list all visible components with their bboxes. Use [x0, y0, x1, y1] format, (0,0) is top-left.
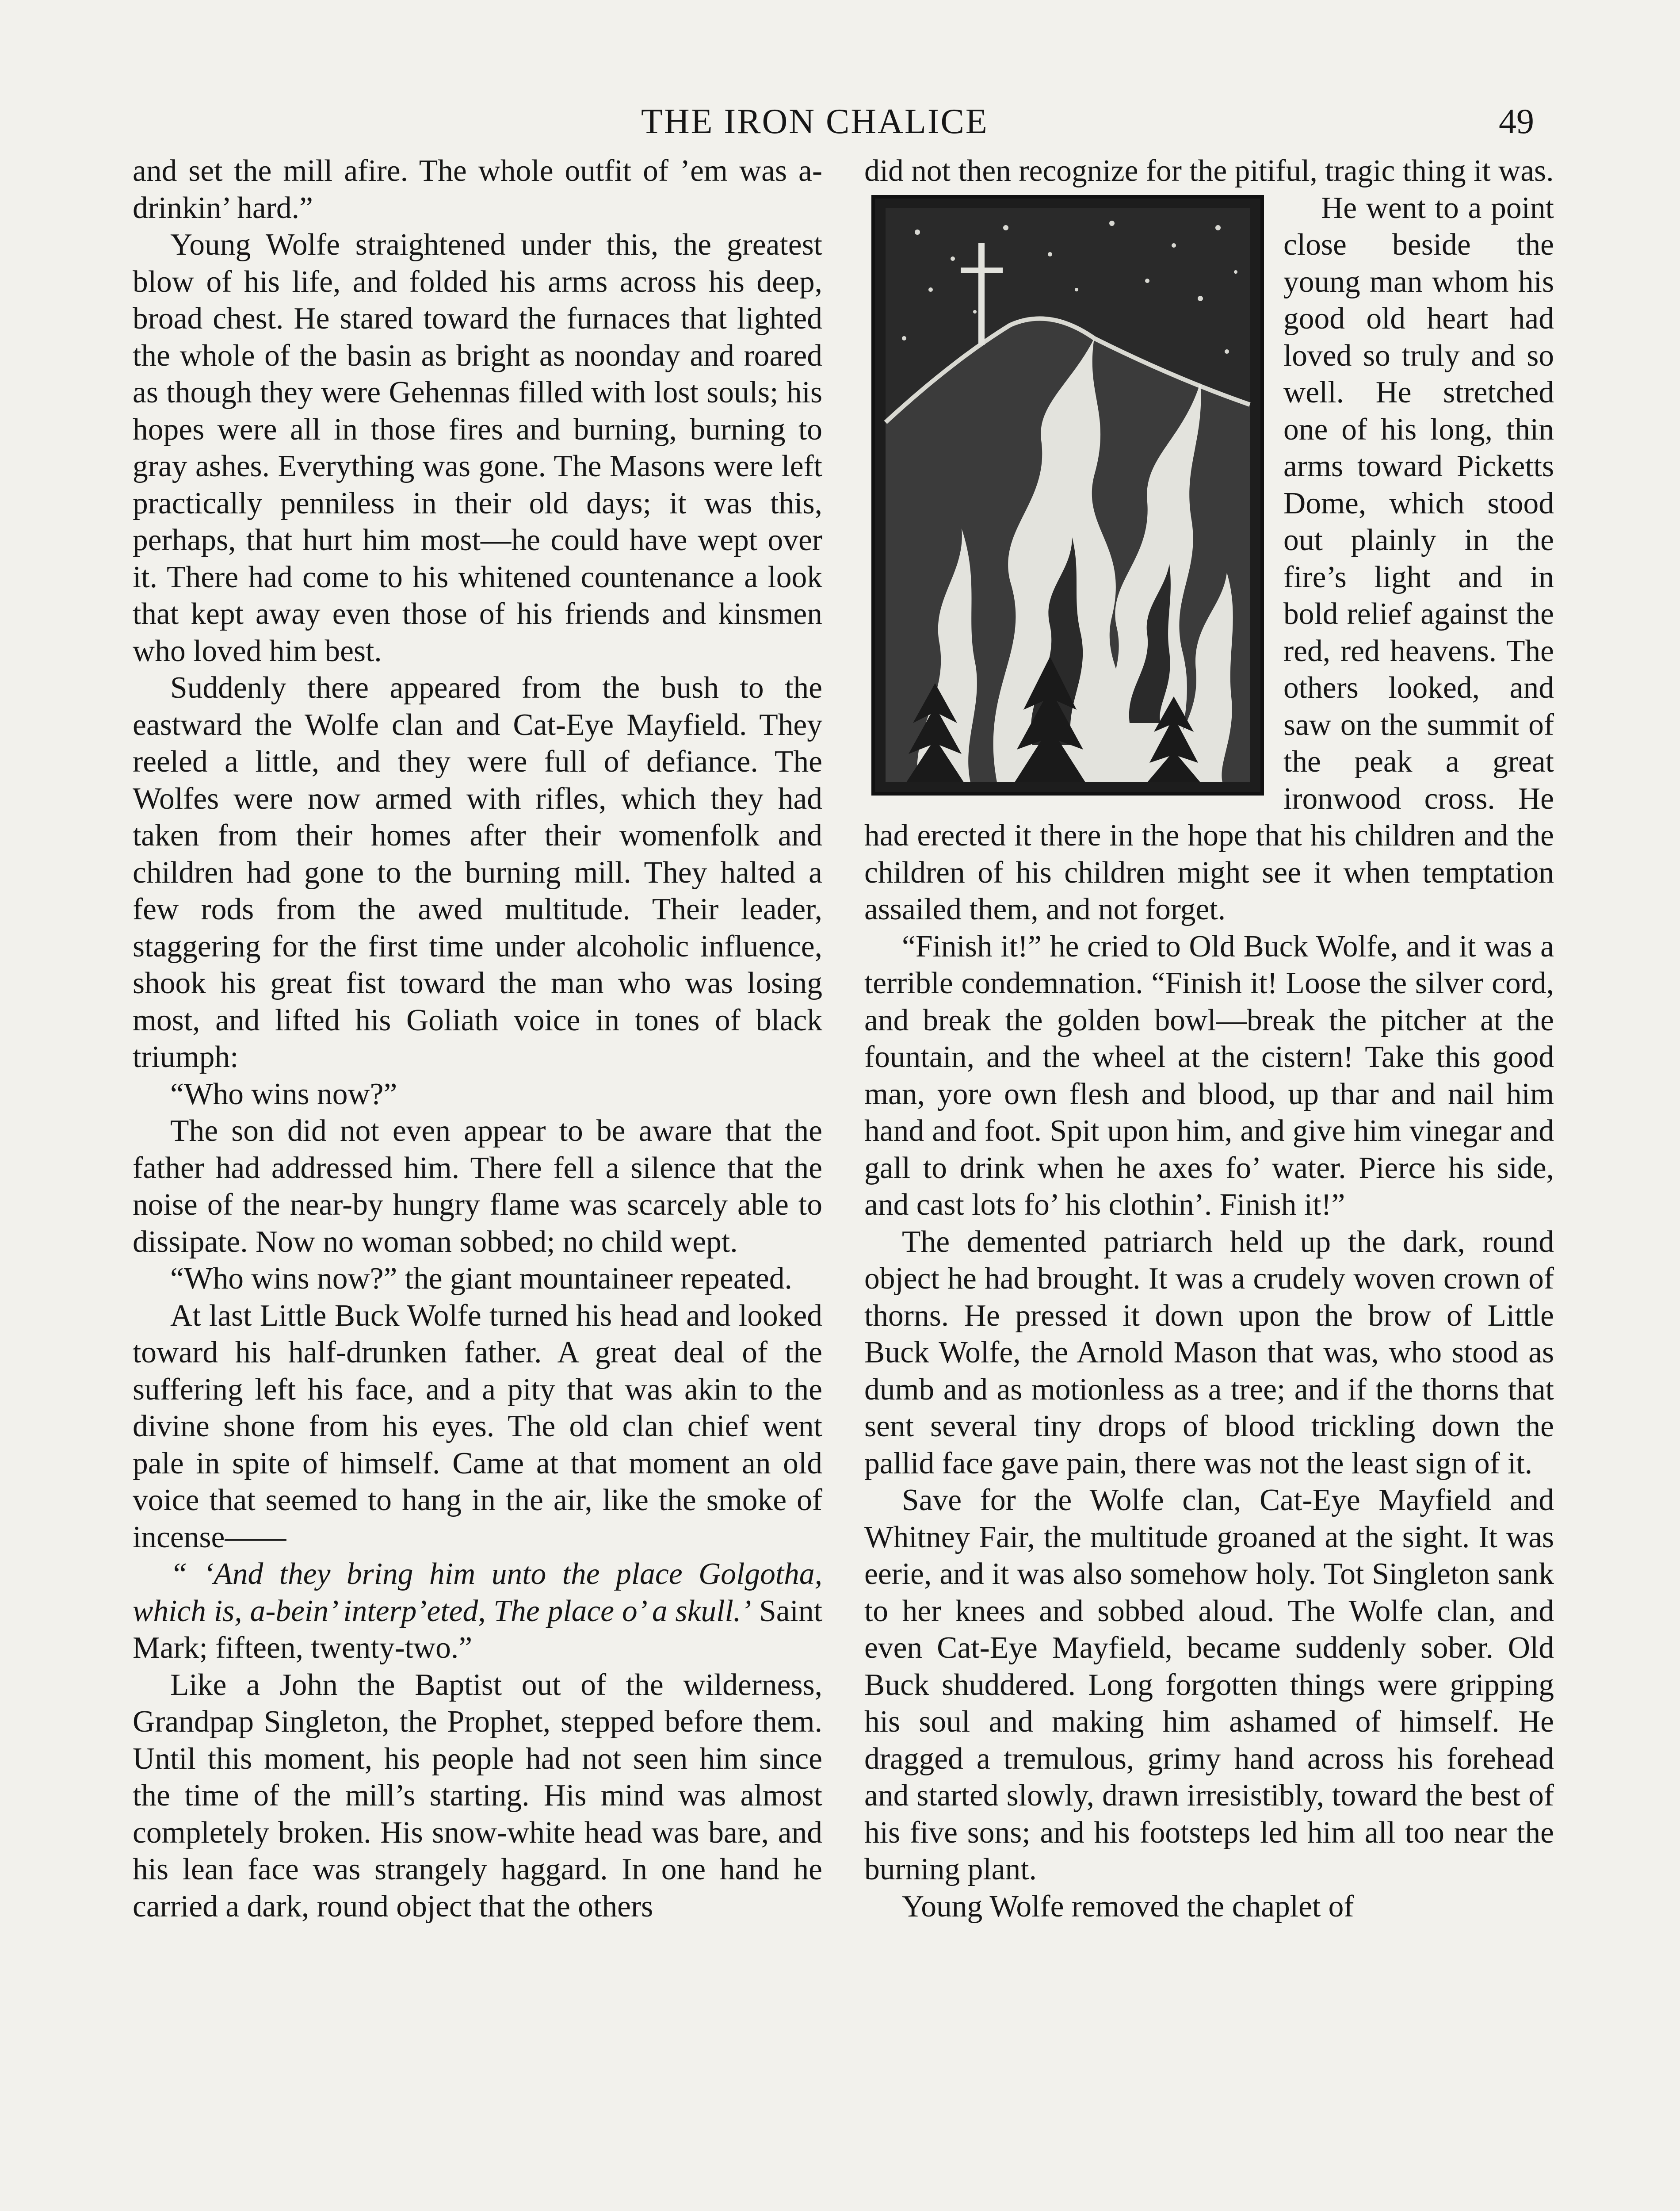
paragraph: Young Wolfe removed the chaplet of: [902, 1889, 1354, 1924]
paragraph: Young Wolfe straightened under this, the greatest blow of his life, and folded his arms across his deep, broad chest. He stared toward the furnaces that lighted the whole of the basin as bright as noonday and roared as though they were Gehennas filled with lost souls; his hopes were all in those fires and burning, burning to gray ashes. Everything was gone. The Masons were left practically penniless in their old days; it was this, perhaps, that hurt him most—he could have wept over it. There had come to his whitened countenance a look that kept away even those of his friends and kinsmen who loved him best.: [133, 228, 822, 668]
quote-citation: Saint Mark; fifteen, twenty-two.”: [133, 1594, 822, 1665]
paragraph-with-illustration: [864, 190, 1554, 928]
woodcut-illustration: [864, 192, 1271, 798]
page-header: [0, 102, 1680, 142]
paragraph: “Finish it!” he cried to Old Buck Wolfe, and it was a terrible condemnation. “Finish it! Loose the silver cord, and break the golden bowl—break the pitcher at the fountain, and the wheel at the cistern! Take this good man, yore own flesh and blood, up thar and nail him hand and foot. Spit upon him, and give him vinegar and gall to drink when he axes fo’ water. Pierce his side, and cast lots fo’ his clothin’. Finish it!”: [864, 929, 1554, 1222]
cross-on-burning-mountain-icon: [864, 192, 1271, 798]
scripture-quote: [133, 1556, 822, 1667]
page-number: 49: [1499, 102, 1534, 141]
quote-italic: “ ‘And they bring him unto the place Golgotha, which is, a-bein’ interp’eted, The place o’ a skull.’: [133, 1557, 822, 1628]
right-column: [864, 153, 1554, 1925]
paragraph: The son did not even appear to be aware that the father had addressed him. There fell a silence that the noise of the near-by hungry flame was scarcely able to dissipate. Now no woman sobbed; no child wept.: [133, 1114, 822, 1259]
paragraph: did not then recognize for the pitiful, tragic thing it was.: [864, 154, 1554, 188]
paragraph: “Who wins now?”: [170, 1077, 397, 1111]
paragraph: “Who wins now?” the giant mountaineer repeated.: [170, 1262, 792, 1296]
paragraph: At last Little Buck Wolfe turned his head and looked toward his half-drunken father. A great deal of the suffering left his face, and a pity that was akin to the divine shone from his eyes. The old clan chief went pale in spite of himself. Came at that moment an old voice that seemed to hang in the air, like the smoke of incense——: [133, 1298, 822, 1554]
left-column: [133, 153, 822, 1925]
paragraph-text: He went to a point close beside the young man whom his good old heart had loved so truly and so well. He stretched one of his long, thin arms toward Picketts Dome, which stood out plainly in the fire’s light and in bold relief against the red, red heavens. The others looked, and saw on the summit of the peak a great ironwood cross. He had erected it there in the hope that his children and the children of his children might see it when temptation assailed them, and not forget.: [864, 191, 1554, 926]
paragraph: Save for the Wolfe clan, Cat-Eye Mayfield and Whitney Fair, the multitude groaned at the sight. It was eerie, and it was also somehow holy. Tot Singleton sank to her knees and sobbed aloud. The Wolfe clan, and even Cat-Eye Mayfield, became suddenly sober. Old Buck shuddered. Long forgotten things were gripping his soul and making him ashamed of himself. He dragged a tremulous, grimy hand across his forehead and started slowly, drawn irresistibly, toward the best of his five sons; and his footsteps led him all too near the burning plant.: [864, 1483, 1554, 1886]
paragraph: Suddenly there appeared from the bush to the eastward the Wolfe clan and Cat-Eye Mayfield. They reeled a little, and they were full of defiance. The Wolfes were now armed with rifles, which they had taken from their homes after their womenfolk and children had gone to the burning mill. They halted a few rods from the awed multitude. Their leader, staggering for the first time under alcoholic influence, shook his great fist toward the man who was losing most, and lifted his Goliath voice in tones of black triumph:: [133, 671, 822, 1074]
running-title: THE IRON CHALICE: [641, 102, 989, 141]
paragraph: The demented patriarch held up the dark, round object he had brought. It was a crudely woven crown of thorns. He pressed it down upon the brow of Little Buck Wolfe, the Arnold Mason that was, who stood as dumb and as motionless as a tree; and if the thorns that sent several tiny drops of blood trickling down the pallid face gave pain, there was not the least sign of it.: [864, 1224, 1554, 1480]
paragraph: Like a John the Baptist out of the wilderness, Grandpap Singleton, the Prophet, stepped before them. Until this moment, his people had not seen him since the time of the mill’s starting. His mind was almost completely broken. His snow-white head was bare, and his lean face was strangely haggard. In one hand he carried a dark, round object that the others: [133, 1668, 822, 1924]
paragraph: and set the mill afire. The whole outfit of ’em was a-drinkin’ hard.”: [133, 154, 822, 225]
